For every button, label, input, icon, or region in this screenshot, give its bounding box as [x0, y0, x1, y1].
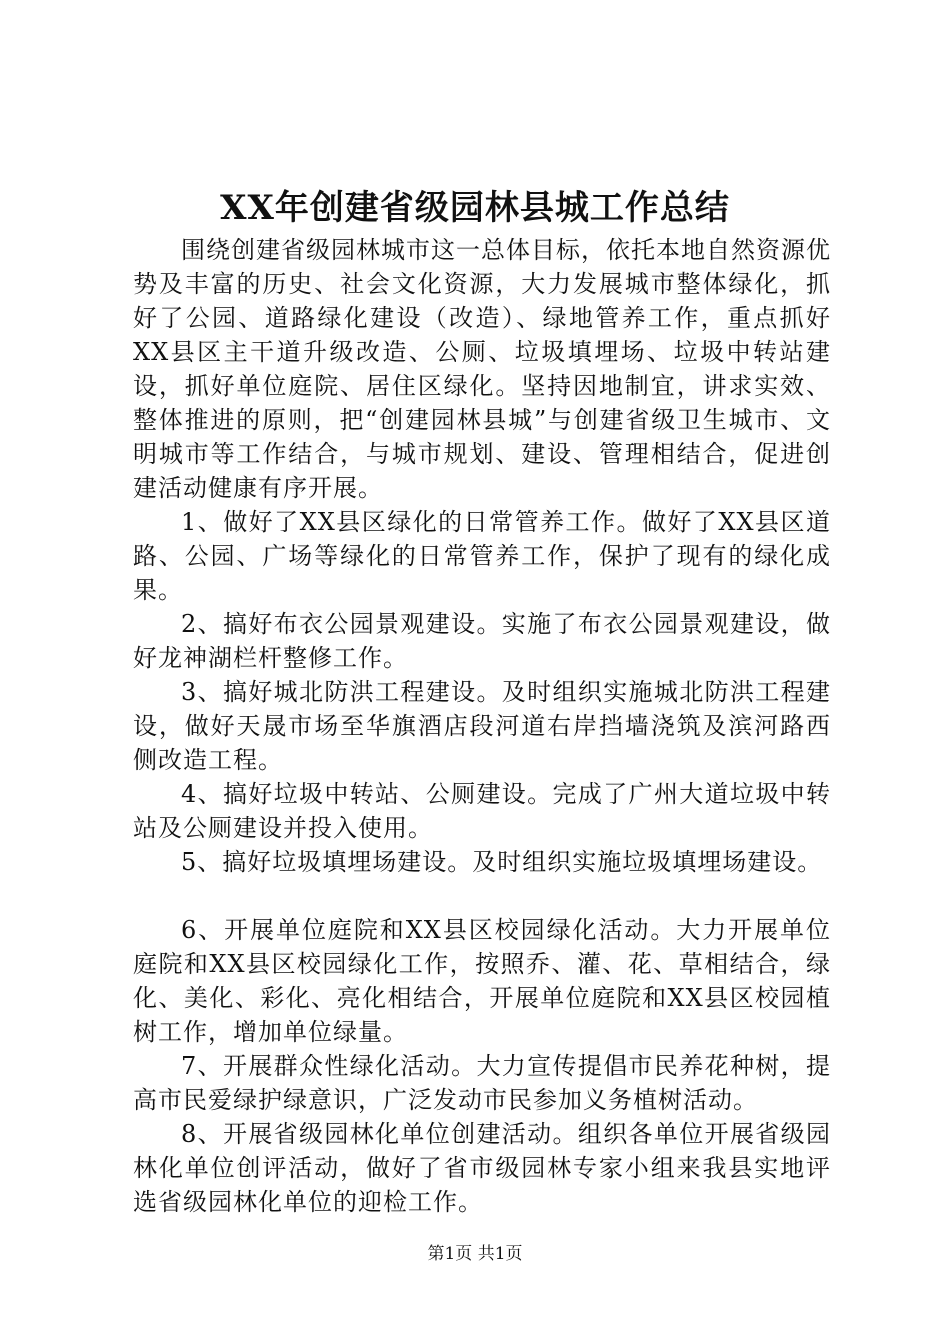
intro-paragraph: 围绕创建省级园林城市这一总体目标，依托本地自然资源优势及丰富的历史、社会文化资源，大力发展城市整体绿化，抓好了公园、道路绿化建设（改造）、绿地管养工作，重点抓好XX县区主干道升级改造、公厕、垃圾填埋场、垃圾中转站建设，抓好单位庭院、居住区绿化。坚持因地制宜，讲求实效、整体推进的原则，把“创建园林县城”与创建省级卫生城市、文明城市等工作结合，与城市规划、建设、管理相结合，促进创建活动健康有序开展。 [133, 236, 831, 502]
item-paragraph-5: 5、搞好垃圾填埋场建设。及时组织实施垃圾填埋场建设。 [181, 848, 823, 876]
item-paragraph-4: 4、搞好垃圾中转站、公厕建设。完成了广州大道垃圾中转站及公厕建设并投入使用。 [133, 780, 831, 842]
item-paragraph-2: 2、搞好布衣公园景观建设。实施了布衣公园景观建设，做好龙神湖栏杆整修工作。 [133, 610, 831, 672]
item-paragraph-8: 8、开展省级园林化单位创建活动。组织各单位开展省级园林化单位创评活动，做好了省市级园林专家小组来我县实地评选省级园林化单位的迎检工作。 [133, 1120, 831, 1216]
item-paragraph-7: 7、开展群众性绿化活动。大力宣传提倡市民养花种树，提高市民爱绿护绿意识，广泛发动市民参加义务植树活动。 [133, 1052, 831, 1114]
document-body [133, 233, 831, 1219]
paragraph-spacer [133, 879, 831, 913]
item-paragraph-6: 6、开展单位庭院和XX县区校园绿化活动。大力开展单位庭院和XX县区校园绿化工作，按照乔、灌、花、草相结合，绿化、美化、彩化、亮化相结合，开展单位庭院和XX县区校园植树工作，增加单位绿量。 [133, 916, 831, 1046]
item-paragraph-3: 3、搞好城北防洪工程建设。及时组织实施城北防洪工程建设，做好天晟市场至华旗酒店段河道右岸挡墙浇筑及滨河路西侧改造工程。 [133, 678, 831, 774]
document-title: XX年创建省级园林县城工作总结 [220, 188, 730, 228]
page-number-footer: 第1页 共1页 [427, 1244, 523, 1264]
item-paragraph-1: 1、做好了XX县区绿化的日常管养工作。做好了XX县区道路、公园、广场等绿化的日常管养工作，保护了现有的绿化成果。 [133, 508, 831, 604]
